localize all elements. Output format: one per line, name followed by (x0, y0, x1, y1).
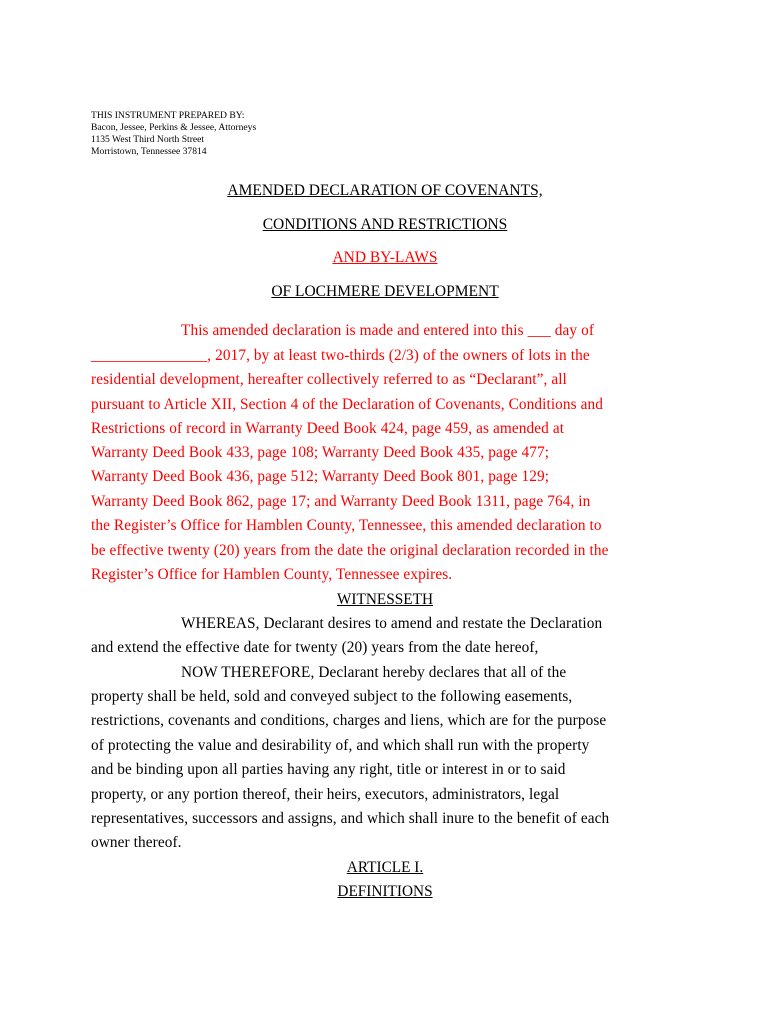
now-therefore-line: property, or any portion thereof, their heirs, executors, administrators, legal (91, 786, 560, 803)
declaration-line: Warranty Deed Book 862, page 17; and Warranty Deed Book 1311, page 764, in (91, 493, 591, 510)
declaration-line: This amended declaration is made and entered into this ___ day of (181, 322, 595, 339)
now-therefore-line: property shall be held, sold and conveyed subject to the following easements, (91, 688, 573, 705)
now-therefore-line: owner thereof. (91, 834, 182, 851)
preparer-heading: THIS INSTRUMENT PREPARED BY: (91, 110, 245, 121)
preparer-firm: Bacon, Jessee, Perkins & Jessee, Attorneys (91, 122, 257, 133)
declaration-line: the Register’s Office for Hamblen County, Tennessee, this amended declaration to (91, 517, 602, 534)
whereas-line: and extend the effective date for twenty (20) years from the date hereof, (91, 639, 539, 656)
declaration-line: pursuant to Article XII, Section 4 of the Declaration of Covenants, Conditions and (91, 396, 604, 413)
preparer-street: 1135 West Third North Street (91, 134, 205, 145)
declaration-line: residential development, hereafter collectively referred to as “Declarant”, all (91, 371, 567, 388)
declaration-line: Warranty Deed Book 436, page 512; Warranty Deed Book 801, page 129; (91, 468, 550, 485)
whereas-line: WHEREAS, Declarant desires to amend and restate the Declaration (181, 615, 603, 632)
preparer-city: Morristown, Tennessee 37814 (91, 146, 207, 157)
title-line-1: AMENDED DECLARATION OF COVENANTS, (227, 182, 543, 199)
article-number: ARTICLE I. (346, 859, 424, 876)
declaration-line: Warranty Deed Book 433, page 108; Warranty Deed Book 435, page 477; (91, 444, 550, 461)
article-title: DEFINITIONS (337, 883, 433, 900)
declaration-line: Register’s Office for Hamblen County, Tennessee expires. (91, 566, 453, 583)
preparer-block (91, 110, 256, 158)
title-line-2: CONDITIONS AND RESTRICTIONS (262, 216, 508, 233)
title-line-3: AND BY-LAWS (332, 249, 438, 266)
title-line-4: OF LOCHMERE DEVELOPMENT (271, 283, 499, 300)
now-therefore-line: restrictions, covenants and conditions, charges and liens, which are for the purpose (91, 712, 607, 729)
now-therefore-line: representatives, successors and assigns, and which shall inure to the benefit of each (91, 810, 610, 827)
now-therefore-line: NOW THEREFORE, Declarant hereby declares that all of the (181, 664, 567, 681)
declaration-line: Restrictions of record in Warranty Deed Book 424, page 459, as amended at (91, 420, 565, 437)
now-therefore-line: and be binding upon all parties having any right, title or interest in or to said (91, 761, 566, 778)
witnesseth-heading: WITNESSETH (336, 591, 434, 608)
declaration-line: be effective twenty (20) years from the date the original declaration recorded in the (91, 542, 609, 559)
declaration-line: _______________, 2017, by at least two-thirds (2/3) of the owners of lots in the (91, 347, 590, 364)
now-therefore-line: of protecting the value and desirability of, and which shall run with the property (91, 737, 590, 754)
